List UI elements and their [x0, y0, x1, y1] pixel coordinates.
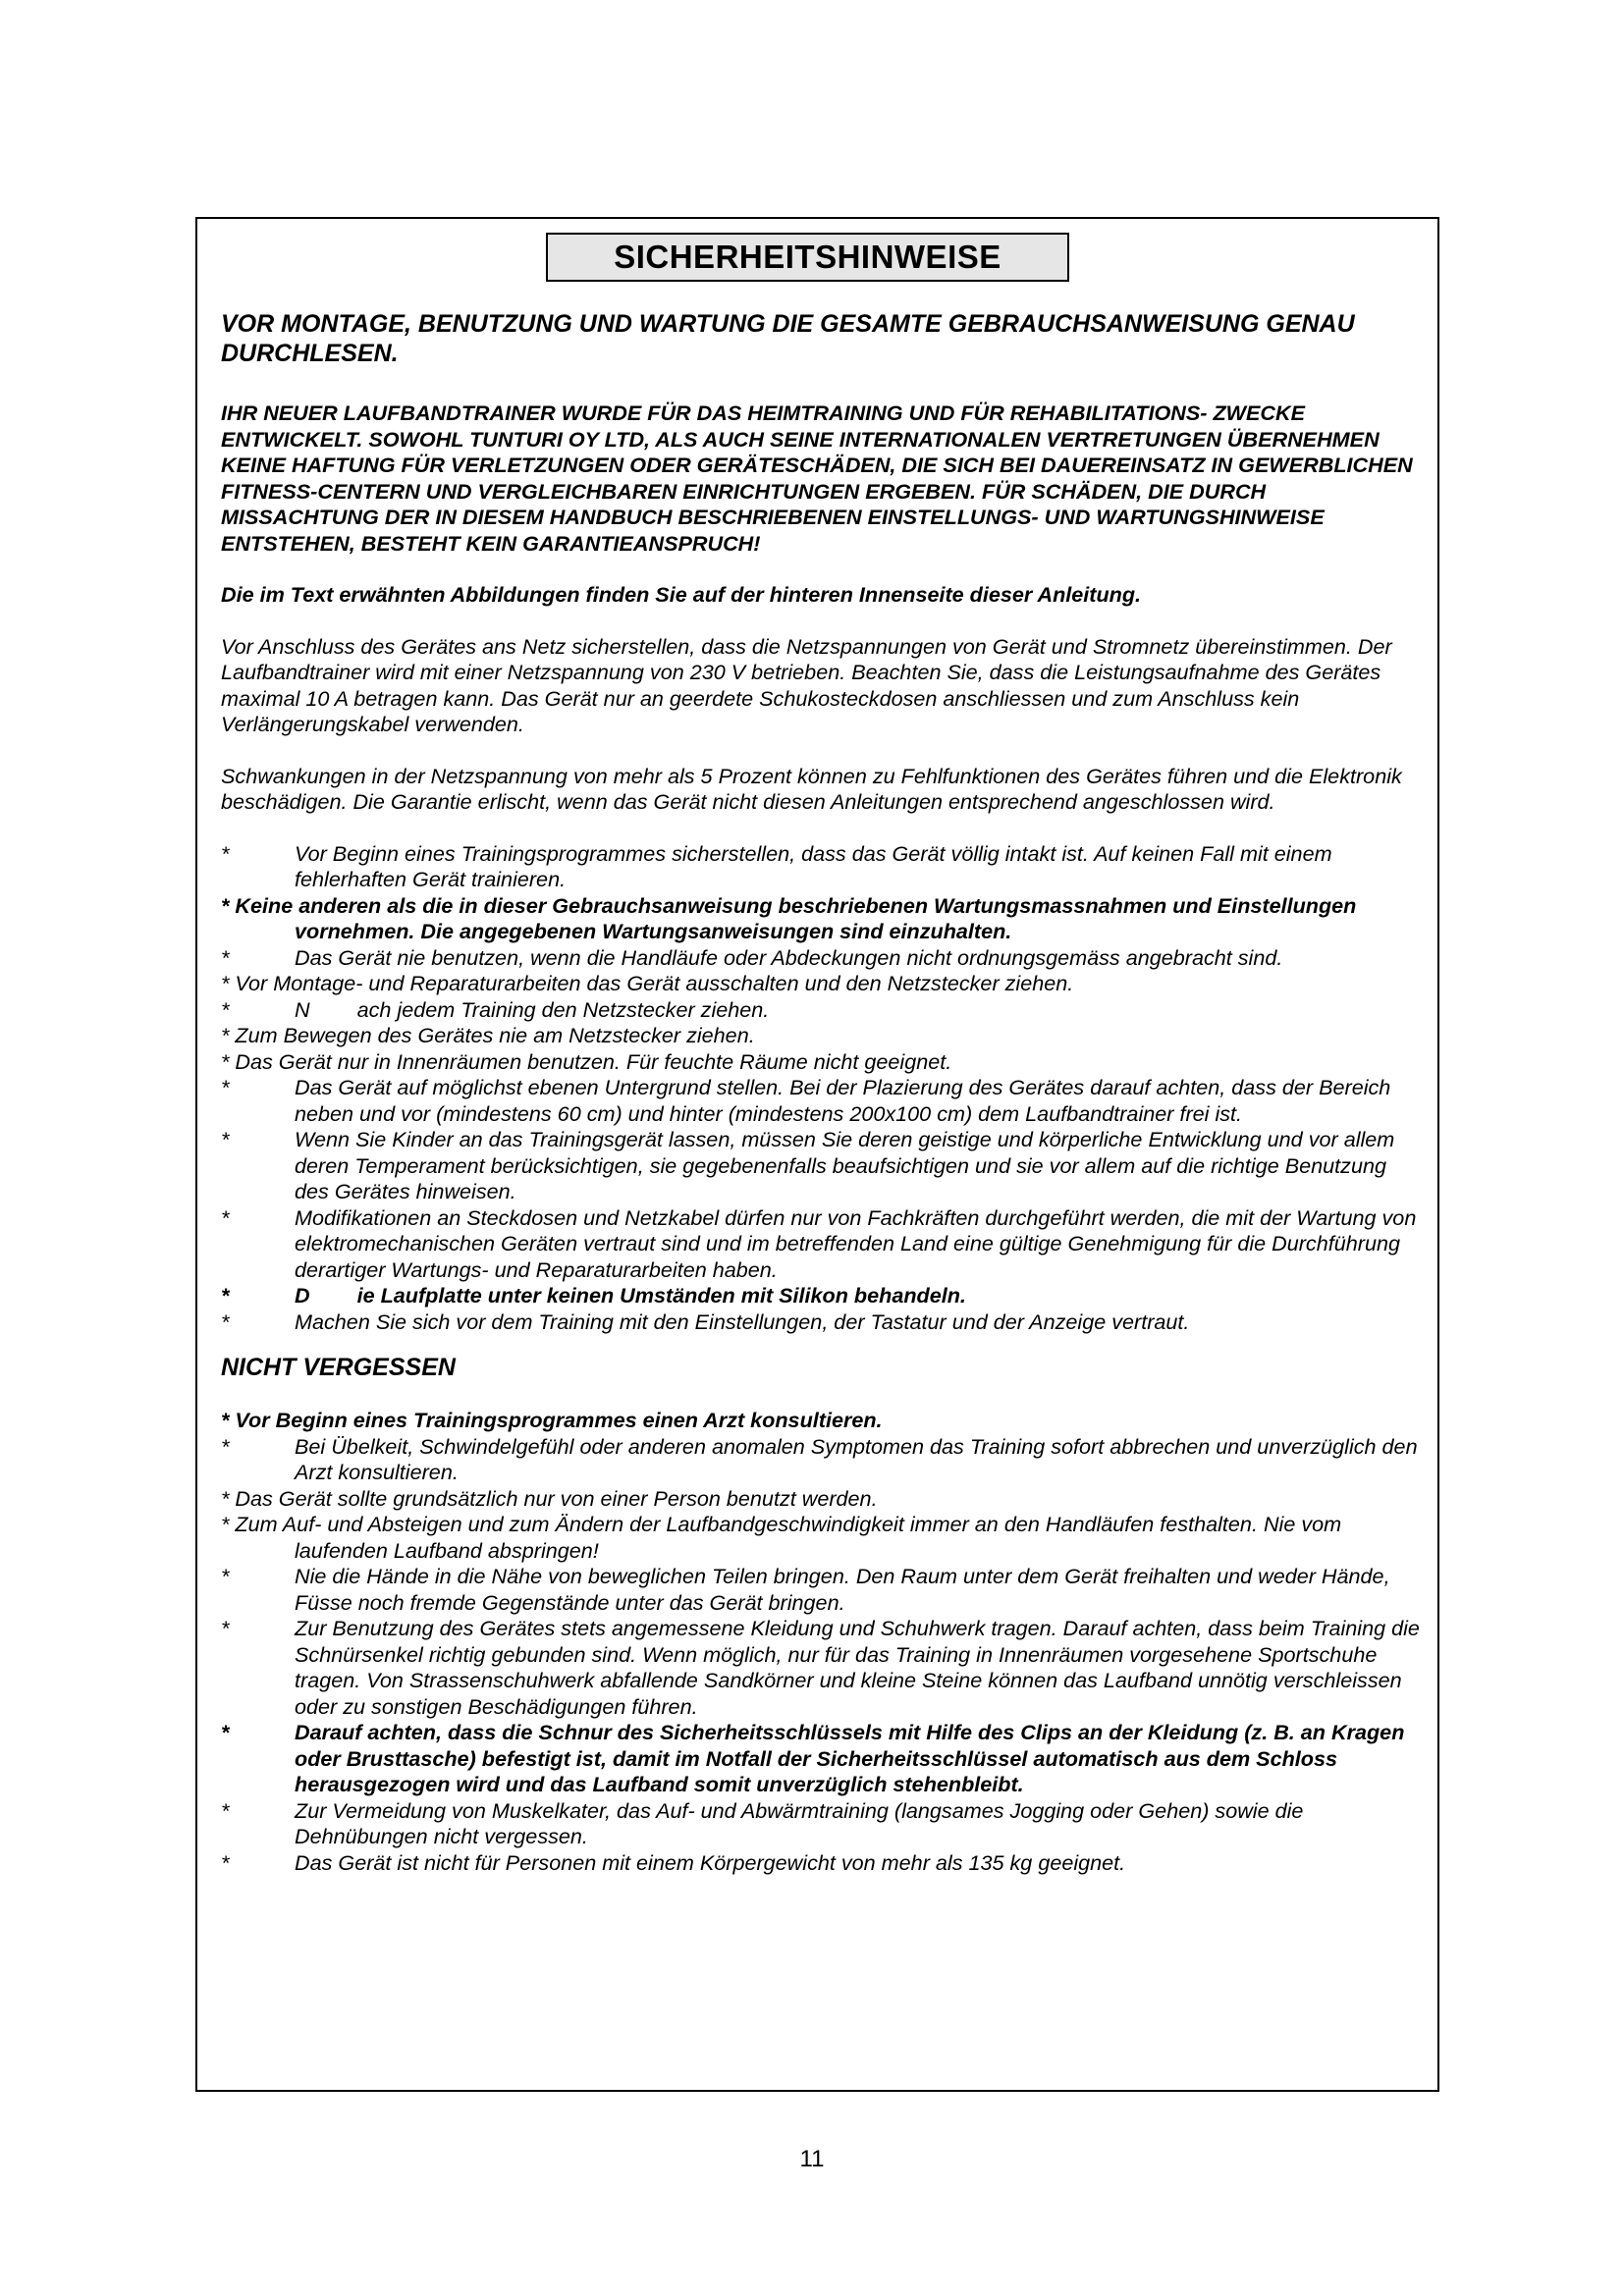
bullet-star: * [221, 1204, 230, 1230]
section-heading-nicht-vergessen: NICHT VERGESSEN [221, 1354, 456, 1381]
page-number: 11 [799, 2146, 825, 2172]
list-item: * Das Gerät sollte grundsätzlich nur von einer Person benutzt werden. [221, 1485, 878, 1511]
bullet-star: * [221, 1127, 230, 1151]
list-item: * Das Gerät auf möglichst ebenen Untergrund stellen. Bei der Plazierung des Gerätes darauf achten, dass der Bereich neben und vor (mindestens 60 cm) und hinter (mindestens 200x100 cm) dem Laufbandtrainer frei ist. [221, 1075, 1391, 1126]
list-item: * Vor Beginn eines Trainingsprogrammes einen Arzt konsultieren. [221, 1408, 883, 1432]
bullet-star: * [221, 996, 230, 1022]
list-item: * Wenn Sie Kinder an das Trainingsgerät lassen, müssen Sie deren geistige und körperliche Entwicklung und vor allem deren Temperament berücksichtigen, sie gegebenenfalls beaufsichtigen und sie vor allem auf die richtige Benutzung des Gerätes hinweisen. [221, 1127, 1395, 1203]
safety-content [221, 309, 1424, 1876]
bullet-star: * [221, 840, 230, 866]
list-item: * Vor Montage- und Reparaturarbeiten das Gerät ausschalten und den Netzstecker ziehen. [221, 971, 1074, 995]
paragraph-voltage: Schwankungen in der Netzspannung von mehr als 5 Prozent können zu Fehlfunktionen des Gerätes führen und die Elektronik beschädigen. Die Garantie erlischt, wenn das Gerät nicht diesen Anleitungen entsprechend angeschlossen wird. [221, 763, 1402, 814]
warranty-notice: IHR NEUER LAUFBANDTRAINER WURDE FÜR DAS HEIMTRAINING UND FÜR REHABILITATIONS- ZWECKE ENTWICKELT. SOWOHL TUNTURI OY LTD, ALS AUCH SEINE INTERNATIONALEN VERTRETUNGEN ÜBERNEHMEN KEINE HAFTUNG FÜR VERLETZUNGEN ODER GERÄTESCHÄDEN, DIE SICH BEI DAUEREINSATZ IN GEWERBLICHEN FITNESS-CENTERN UND VERGLEICHBAREN EINRICHTUNGEN ERGEBEN. FÜR SCHÄDEN, DIE DURCH MISSACHTUNG DER IN DIESEM HANDBUCH BESCHRIEBENEN EINSTELLUNGS- UND WARTUNGSHINWEISE ENTSTEHEN, BESTEHT KEIN GARANTIEANSPRUCH! [221, 400, 1413, 556]
list-item: * Modifikationen an Steckdosen und Netzkabel dürfen nur von Fachkräften durchgeführt werden, die mit der Wartung von elektromechanischen Geräten vertraut sind und im betreffenden Land eine gültige Genehmigung für die Durchführung derartiger Wartungs- und Reparaturarbeiten haben. [221, 1204, 1417, 1282]
list-item: * Keine anderen als die in dieser Gebrauchsanweisung beschriebenen Wartungsmassnahmen und Einstellungen vornehmen. Die angegebenen Wartungsanweisungen sind einzuhalten. [221, 892, 1357, 943]
list-item: * Zum Bewegen des Gerätes nie am Netzstecker ziehen. [221, 1023, 755, 1047]
bullet-star: * [221, 1616, 230, 1640]
page-title: SICHERHEITSHINWEISE [546, 233, 1069, 282]
safety-list [221, 841, 1424, 1336]
list-item: * Bei Übelkeit, Schwindelgefühl oder anderen anomalen Symptomen das Training sofort abbrechen und unverzüglich den Arzt konsultieren. [221, 1433, 1418, 1484]
bullet-star: * [221, 1075, 230, 1099]
list-item: * Zur Vermeidung von Muskelkater, das Auf- und Abwärmtraining (langsames Jogging oder Gehen) sowie die Dehnübungen nicht vergessen. [221, 1797, 1304, 1848]
list-item: * Zum Auf- und Absteigen und zum Ändern der Laufbandgeschwindigkeit immer an den Handläufen festhalten. Nie vom laufenden Laufband abspringen! [221, 1512, 1342, 1563]
bullet-star: * [221, 1433, 230, 1459]
list-item: * Darauf achten, dass die Schnur des Sicherheitsschlüssels mit Hilfe des Clips an der Kleidung (z. B. an Kragen oder Brusttasche) befestigt ist, damit im Notfall der Sicherheitsschlüssel automatisch aus dem Schloss herausgezogen wird und das Laufband somit unverzüglich stehenbleibt. [221, 1720, 1405, 1796]
bullet-star: * [221, 1849, 230, 1875]
intro-heading: VOR MONTAGE, BENUTZUNG UND WARTUNG DIE GESAMTE GEBRAUCHSANWEISUNG GENAU DURCHLESEN. [221, 310, 1355, 367]
list-item: * N ach jedem Training den Netzstecker ziehen. [221, 996, 770, 1022]
bullet-star: * [221, 1797, 230, 1823]
list-item: * Das Gerät nur in Innenräumen benutzen. Für feuchte Räume nicht geeignet. [221, 1048, 952, 1074]
bullet-star: * [221, 944, 230, 970]
list-item: * Das Gerät nie benutzen, wenn die Handläufe oder Abdeckungen nicht ordnungsgemäss angebracht sind. [221, 944, 1283, 970]
bullet-star: * [221, 1308, 230, 1334]
list-item: * Machen Sie sich vor dem Training mit den Einstellungen, der Tastatur und der Anzeige vertraut. [221, 1308, 1190, 1334]
list-item: * Zur Benutzung des Gerätes stets angemessene Kleidung und Schuhwerk tragen. Darauf achten, dass beim Training die Schnürsenkel richtig gebunden sind. Wenn möglich, nur für das Training in Innenräumen vorgesehene Sportschuhe tragen. Von Strassenschuhwerk abfallende Sandkörner und kleine Steine können das Laufband unnötig verschleissen oder zu sonstigen Beschädigungen führen. [221, 1616, 1420, 1719]
nicht-vergessen-list [221, 1408, 1424, 1876]
bullet-star: * [221, 1283, 230, 1308]
list-item: * Vor Beginn eines Trainingsprogrammes sicherstellen, dass das Gerät völlig intakt ist. Auf keinen Fall mit einem fehlerhaften Gerät trainieren. [221, 840, 1332, 891]
paragraph-power: Vor Anschluss des Gerätes ans Netz sicherstellen, dass die Netzspannungen von Gerät und Stromnetz übereinstimmen. Der Laufbandtrainer wird mit einer Netzspannung von 230 V betrieben. Beachten Sie, dass die Leistungsaufnahme des Gerätes maximal 10 A betragen kann. Das Gerät nur an geerdete Schukosteckdosen anschliessen und zum Anschluss kein Verlängerungskabel verwenden. [221, 633, 1392, 736]
list-item: * Das Gerät ist nicht für Personen mit einem Körpergewicht von mehr als 135 kg geeignet. [221, 1849, 1126, 1875]
figures-note: Die im Text erwähnten Abbildungen finden Sie auf der hinteren Innenseite dieser Anleitung. [221, 582, 1142, 607]
bullet-star: * [221, 1564, 230, 1588]
bullet-star: * [221, 1720, 230, 1744]
list-item: * D ie Laufplatte unter keinen Umständen mit Silikon behandeln. [221, 1283, 966, 1308]
list-item: * Nie die Hände in die Nähe von beweglichen Teilen bringen. Den Raum unter dem Gerät freihalten und weder Hände, Füsse noch fremde Gegenstände unter das Gerät bringen. [221, 1564, 1390, 1615]
